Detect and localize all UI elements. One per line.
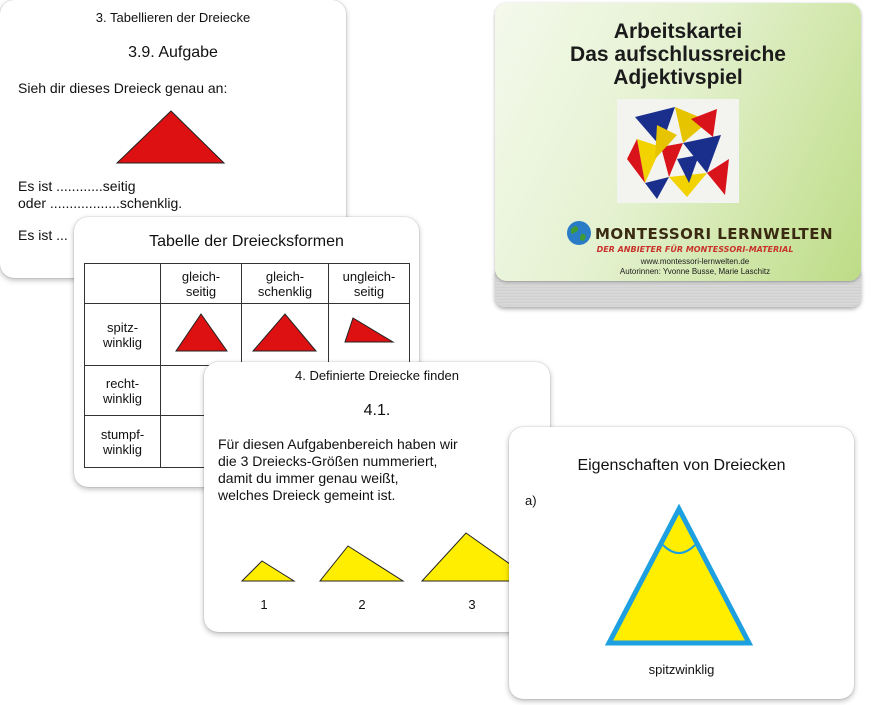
- box-cover: [495, 3, 861, 281]
- red-triangle-isosceles: [242, 304, 328, 360]
- box-title-line-1: Arbeitskartei: [613, 20, 743, 43]
- card-task-title: 3.9. Aufgabe: [128, 44, 218, 61]
- card-title: Eigenschaften von Dreiecken: [577, 457, 786, 474]
- card-box: [495, 3, 861, 308]
- triangle-size-label: 2: [358, 597, 366, 612]
- yellow-triangles-figure: [204, 362, 550, 632]
- card-task-title: 4.1.: [363, 402, 391, 419]
- col-header-line: gleich-: [181, 268, 221, 284]
- card-text-line: welches Dreieck gemeint ist.: [218, 487, 396, 503]
- row-header-line: stumpf-: [100, 426, 145, 442]
- box-authors: Autorinnen: Yvonne Busse, Marie Laschitz: [619, 267, 771, 276]
- card-prompt: Sieh dir dieses Dreieck genau an:: [18, 80, 228, 96]
- card-text-line: damit du immer genau weißt,: [218, 470, 399, 486]
- box-title-line-3: Adjektivspiel: [613, 66, 743, 89]
- tangram-photo: [617, 99, 739, 203]
- table-header-cell: [242, 264, 329, 304]
- triangle-size-label: 1: [260, 597, 268, 612]
- table-cell: [242, 304, 329, 366]
- box-title-line-2: Das aufschlussreiche: [570, 43, 786, 66]
- card-defined-triangles: [204, 362, 550, 632]
- red-triangle-scalene: [329, 304, 409, 360]
- col-header-line: seitig: [353, 283, 385, 299]
- row-header-cell: [85, 304, 161, 366]
- card-item-label: a): [525, 493, 537, 508]
- triangle-size-label: 3: [468, 597, 476, 612]
- row-header-line: recht-: [105, 375, 140, 391]
- brand-url: www.montessori-lernwelten.de: [640, 257, 750, 266]
- brand-tagline: DER ANBIETER FÜR MONTESSORI-MATERIAL: [596, 245, 794, 254]
- row-header-cell: [85, 366, 161, 416]
- table-header-cell: [329, 264, 410, 304]
- red-triangle-equilateral: [161, 304, 241, 360]
- table-title: Tabelle der Dreiecksformen: [149, 233, 344, 250]
- card-triangle-properties: [509, 427, 854, 699]
- table-cell: [161, 304, 242, 366]
- row-header-line: winklig: [102, 441, 142, 457]
- col-header-line: gleich-: [265, 268, 305, 284]
- table-corner-cell: [85, 264, 161, 304]
- card-text-line: die 3 Dreiecks-Größen nummeriert,: [218, 453, 438, 469]
- col-header-line: ungleich-: [342, 268, 396, 284]
- card-line-seitig: Es ist ............seitig: [18, 178, 136, 194]
- card-line-es-ist: Es ist ...: [18, 227, 68, 243]
- row-header-line: spitz-: [106, 319, 139, 335]
- card-section-title: 3. Tabellieren der Dreiecke: [95, 10, 251, 25]
- acute-triangle-figure: [509, 427, 854, 699]
- card-text-line: Für diesen Aufgabenbereich haben wir: [218, 436, 458, 452]
- figure-caption: spitzwinklig: [648, 662, 715, 677]
- row-header-cell: [85, 416, 161, 468]
- brand-logo-text: MONTESSORI LERNWELTEN: [595, 225, 834, 243]
- card-line-schenklig: oder ..................schenklig.: [18, 195, 183, 211]
- row-header-line: winklig: [102, 334, 142, 350]
- table-header-cell: [161, 264, 242, 304]
- table-cell: [329, 304, 410, 366]
- col-header-line: seitig: [185, 283, 217, 299]
- card-section-title: 4. Definierte Dreiecke finden: [294, 368, 460, 383]
- col-header-line: schenklig: [257, 283, 313, 299]
- globe-logo-icon: [566, 220, 592, 246]
- row-header-line: winklig: [102, 390, 142, 406]
